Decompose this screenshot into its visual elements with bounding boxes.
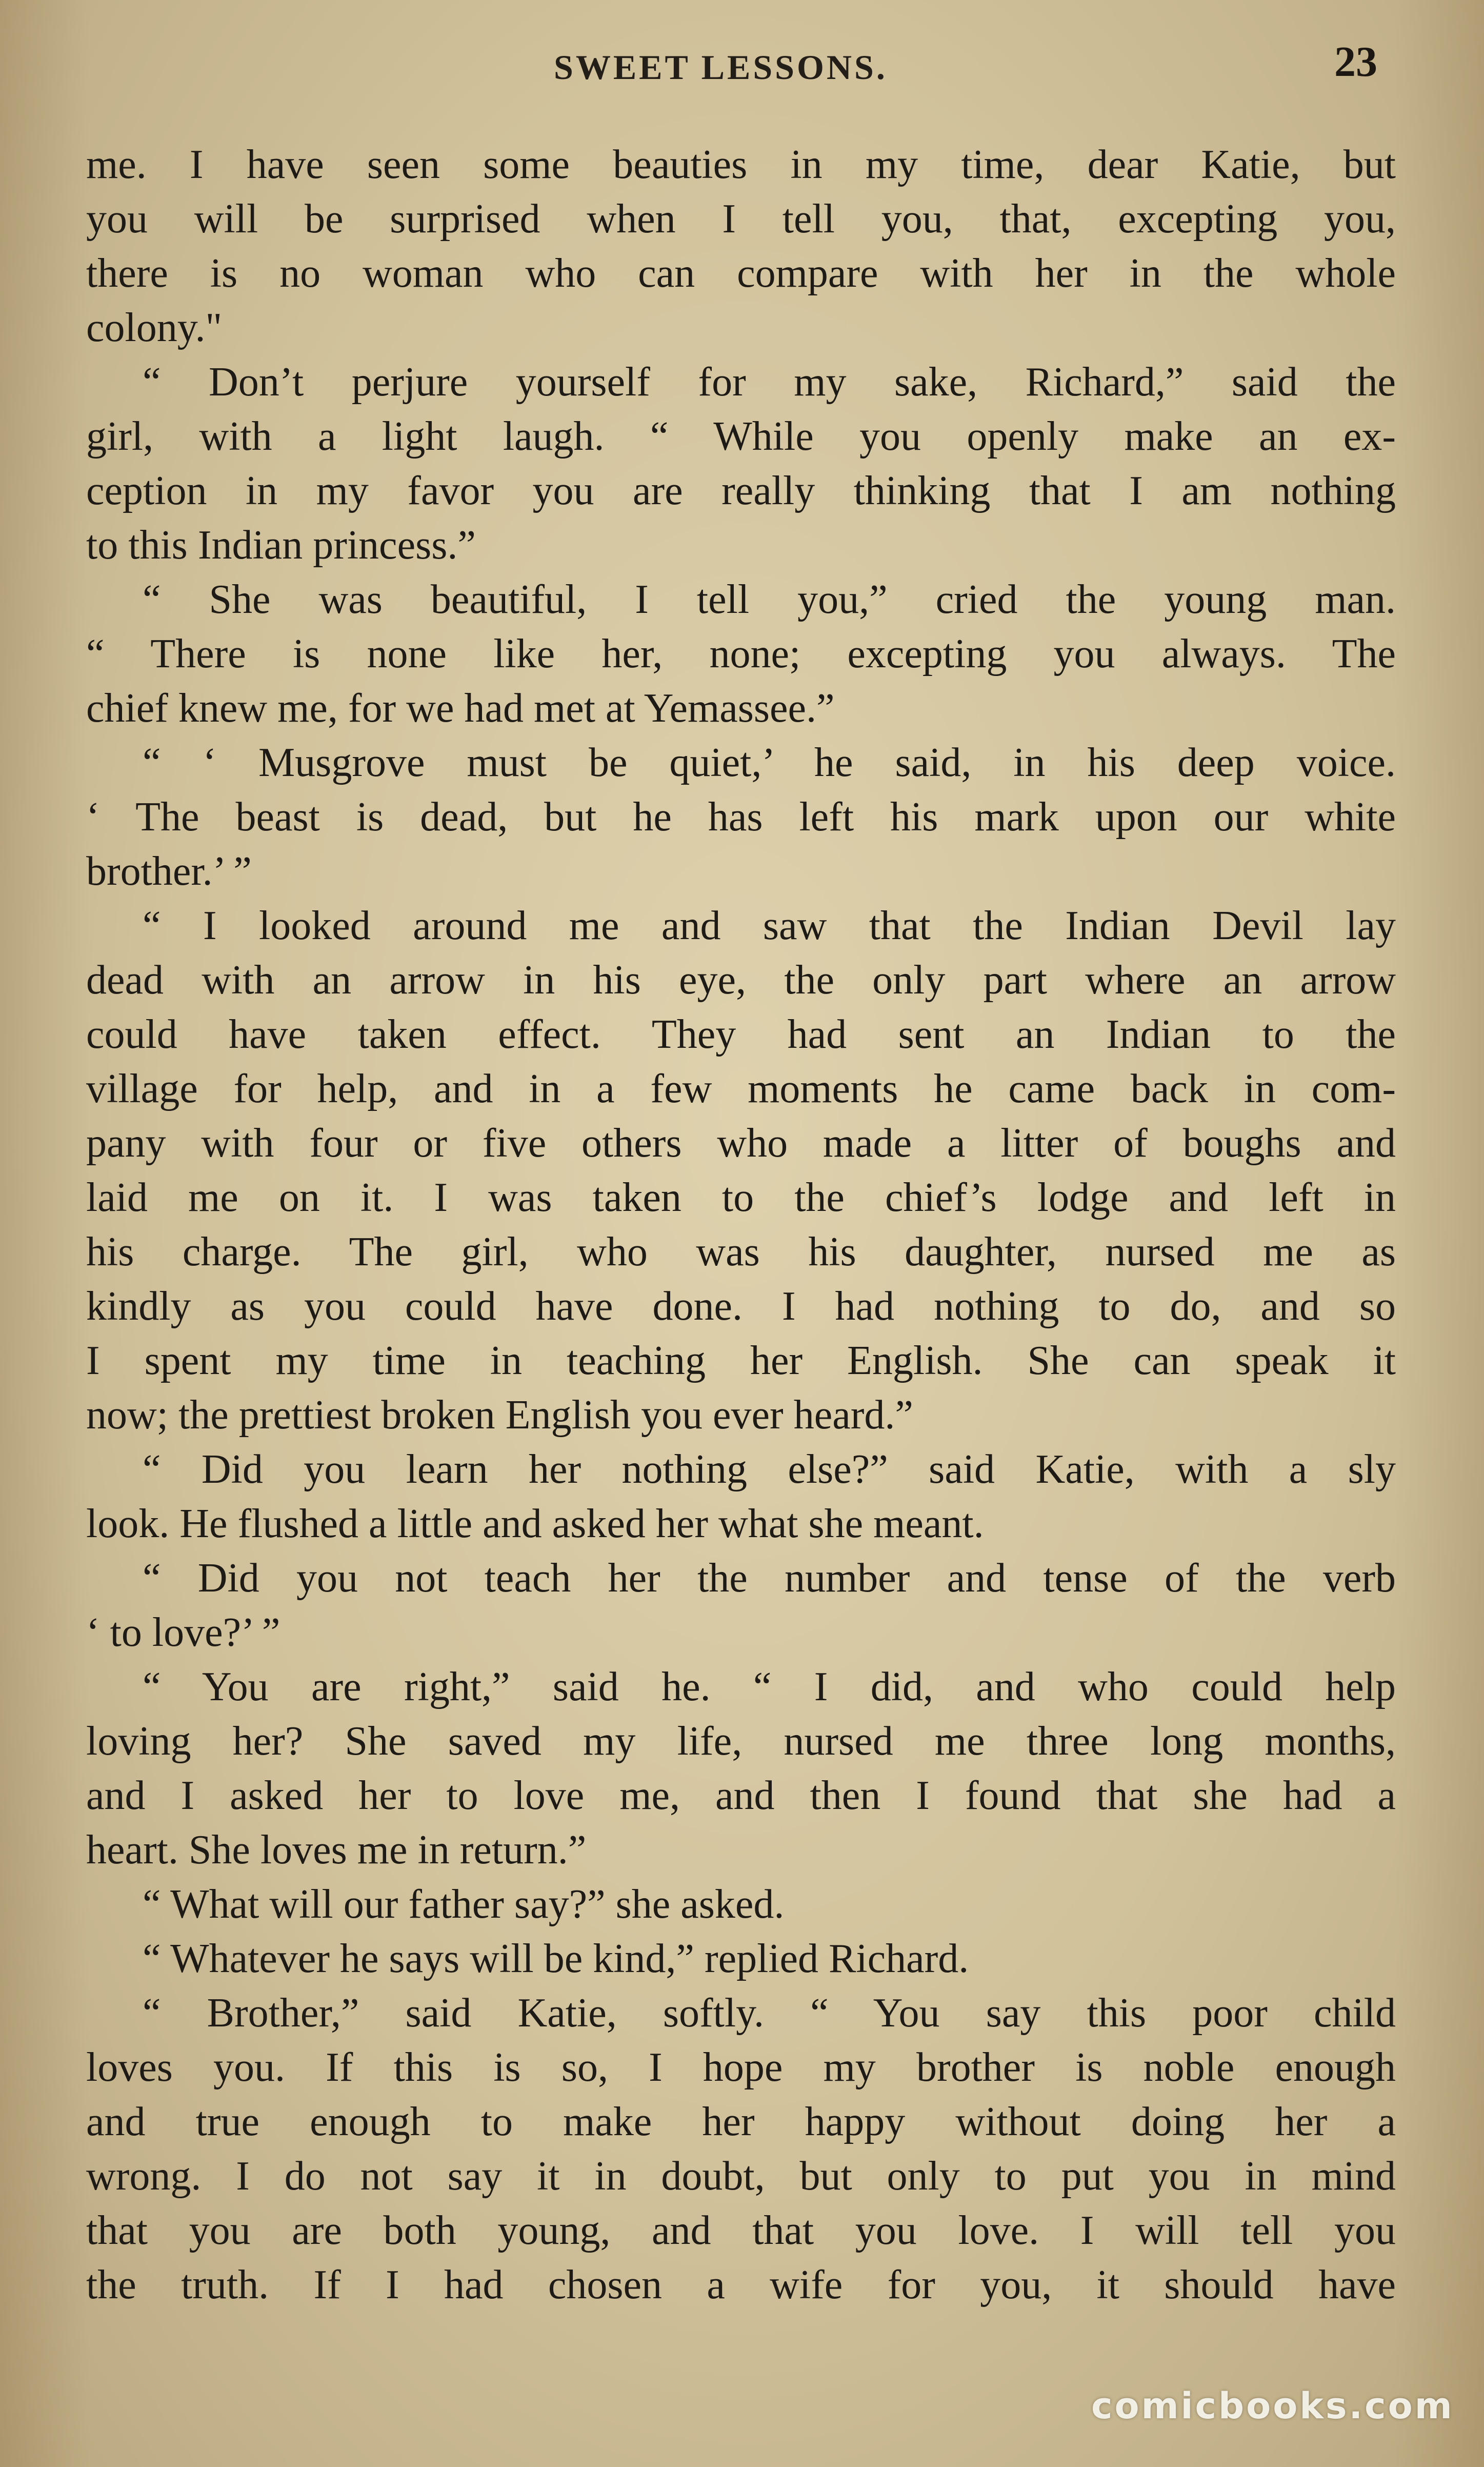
text-line: his charge. The girl, who was his daughter, nursed me as	[86, 1229, 1396, 1275]
watermark: comicbooks.com	[1091, 2385, 1454, 2427]
text-line: “ There is none like her, none; excepting you always. The	[86, 631, 1396, 677]
text-line: chief knew me, for we had met at Yemassee.”	[86, 686, 835, 731]
text-line: that you are both young, and that you love. I will tell you	[86, 2208, 1396, 2253]
text-line: I spent my time in teaching her English. She can speak it	[86, 1338, 1396, 1383]
text-line: colony."	[86, 305, 223, 350]
text-line: “ Did you not teach her the number and tense of the verb	[143, 1556, 1396, 1601]
text-line: look. He flushed a little and asked her what she meant.	[86, 1501, 984, 1546]
text-line: could have taken effect. They had sent an Indian to the	[86, 1012, 1396, 1057]
text-line: and I asked her to love me, and then I found that she had a	[86, 1773, 1396, 1818]
text-line: the truth. If I had chosen a wife for you, it should have	[86, 2262, 1396, 2307]
text-line: “ ‘ Musgrove must be quiet,’ he said, in his deep voice.	[143, 740, 1396, 785]
text-line: loves you. If this is so, I hope my brother is noble enough	[86, 2045, 1396, 2090]
text-line: “ Don’t perjure yourself for my sake, Richard,” said the	[143, 360, 1396, 405]
text-line: “ She was beautiful, I tell you,” cried the young man.	[143, 577, 1396, 622]
text-line: wrong. I do not say it in doubt, but only to put you in mind	[86, 2154, 1396, 2199]
text-line: girl, with a light laugh. “ While you openly make an ex-	[86, 414, 1396, 459]
text-line: and true enough to make her happy without doing her a	[86, 2099, 1396, 2144]
text-line: “ Brother,” said Katie, softly. “ You say this poor child	[143, 1991, 1396, 2036]
text-line: heart. She loves me in return.”	[86, 1827, 587, 1873]
running-head: SWEET LESSONS.	[554, 48, 888, 87]
text-line: loving her? She saved my life, nursed me three long months,	[86, 1719, 1396, 1764]
text-line: ‘ to love?’ ”	[86, 1610, 280, 1655]
text-line: ception in my favor you are really thinking that I am nothing	[86, 468, 1396, 513]
text-line: to this Indian princess.”	[86, 523, 476, 568]
text-line: “ You are right,” said he. “ I did, and who could help	[143, 1664, 1396, 1709]
text-line: there is no woman who can compare with her in the whole	[86, 251, 1396, 296]
text-line: pany with four or five others who made a litter of boughs and	[86, 1121, 1396, 1166]
text-line: laid me on it. I was taken to the chief’s lodge and left in	[86, 1175, 1396, 1220]
body-text	[86, 137, 1396, 2312]
page-number: 23	[1334, 38, 1377, 86]
text-line: me. I have seen some beauties in my time, dear Katie, but	[86, 142, 1396, 187]
text-line: “ I looked around me and saw that the Indian Devil lay	[143, 903, 1396, 948]
text-line: “ What will our father say?” she asked.	[143, 1882, 785, 1927]
text-line: now; the prettiest broken English you ever heard.”	[86, 1392, 913, 1438]
text-line: ‘ The beast is dead, but he has left his mark upon our white	[86, 794, 1396, 840]
text-line: “ Whatever he says will be kind,” replied Richard.	[143, 1936, 969, 1981]
text-line: dead with an arrow in his eye, the only part where an arrow	[86, 958, 1396, 1003]
text-line: you will be surprised when I tell you, that, excepting you,	[86, 196, 1396, 242]
text-line: brother.’ ”	[86, 849, 252, 894]
text-line: “ Did you learn her nothing else?” said Katie, with a sly	[143, 1447, 1396, 1492]
text-line: kindly as you could have done. I had nothing to do, and so	[86, 1284, 1396, 1329]
text-line: village for help, and in a few moments he came back in com-	[86, 1066, 1396, 1111]
